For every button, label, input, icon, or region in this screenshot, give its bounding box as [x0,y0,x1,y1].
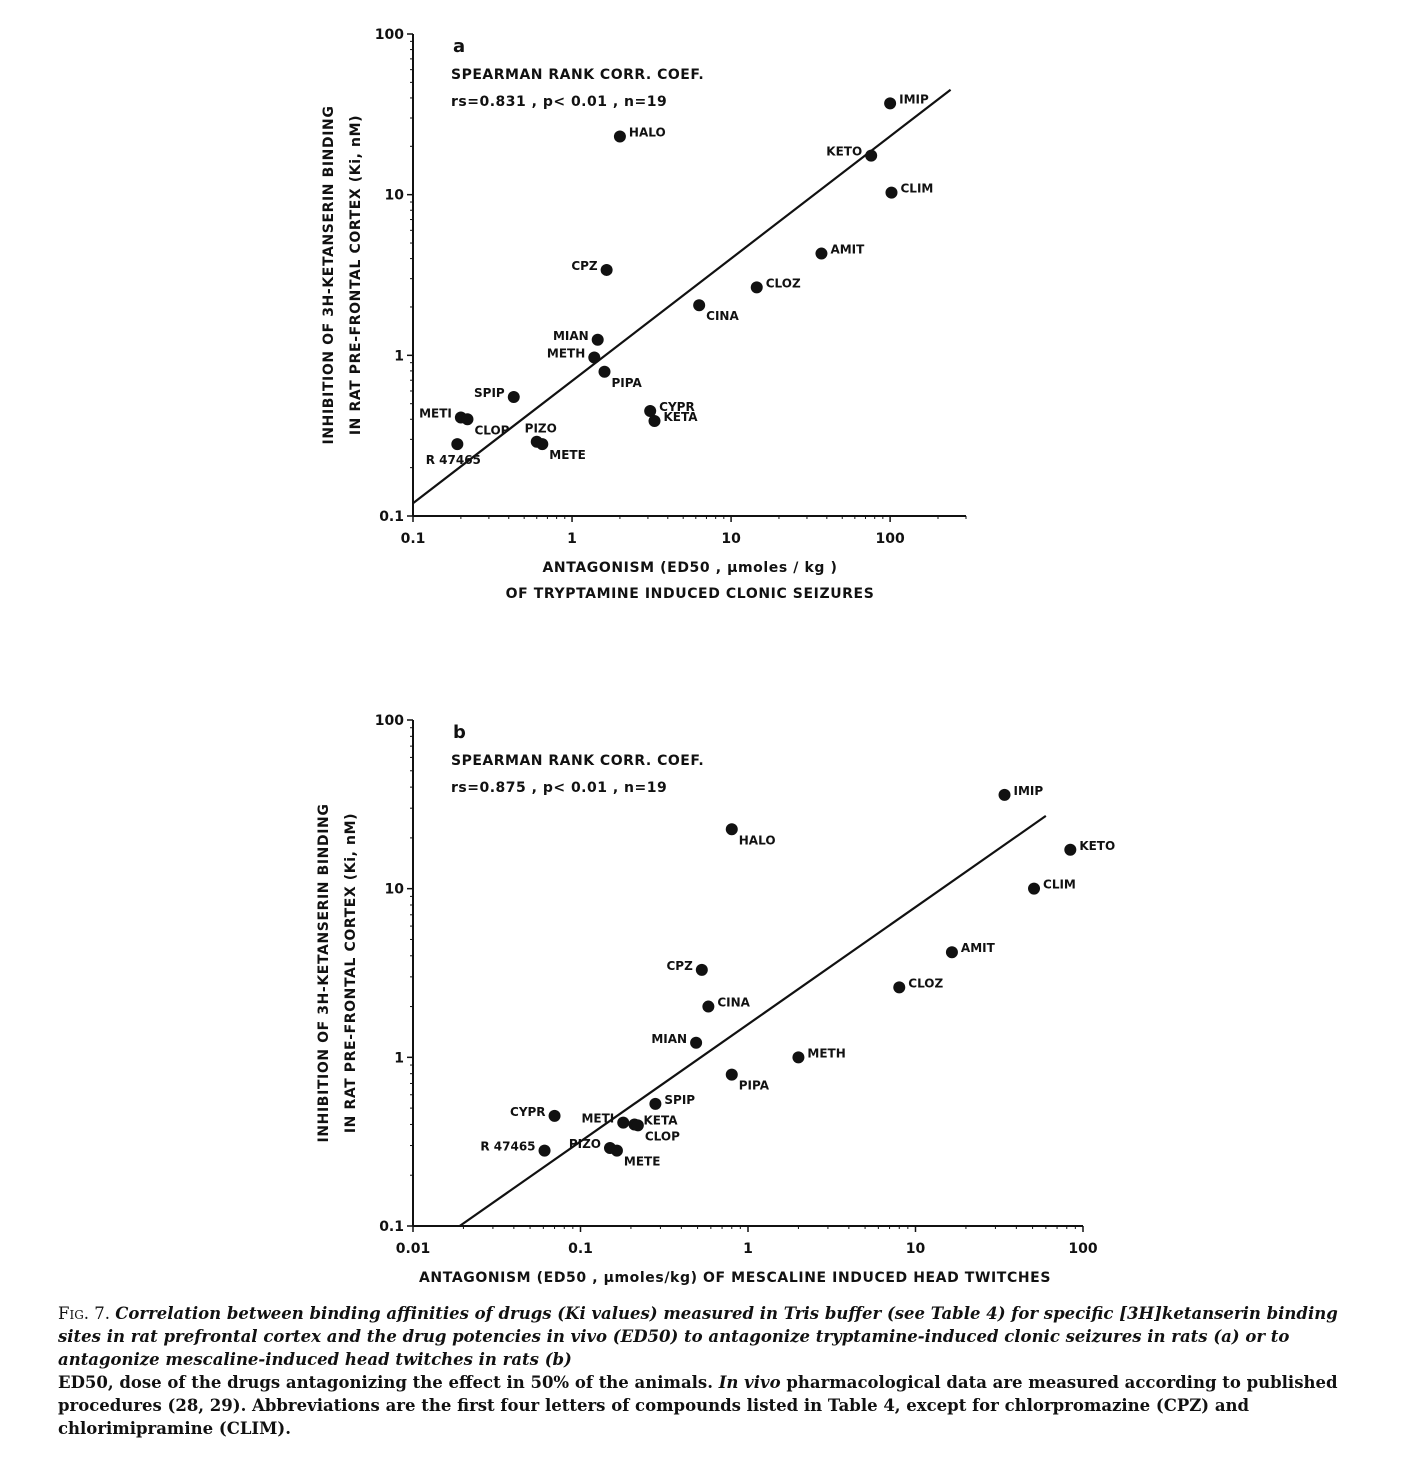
data-point-mian [592,334,604,346]
data-point-cpz [601,264,613,276]
data-point-pipa [726,1069,738,1081]
point-label: METE [623,1154,661,1169]
x-axis-title-line-1: ANTAGONISM (ED50 , µmoles/kg) OF MESCALINE INDUCED HEAD TWITCHES [419,1270,1051,1286]
caption-title: Correlation between binding affinities of drugs (Ki values) measured in Tris buffer (see Table 4) for specific [3H]ketanserin binding sites in rat prefrontal cortex and the drug potencies in vivo (ED50) to antagonize tryptamine-induced clonic seizures in rats (a) or to antagonize mescaline-induced head twitches in rats (b) [58,1304,1338,1369]
data-point-mete [611,1145,623,1157]
data-point-r-47465 [451,438,463,450]
data-point-halo [726,823,738,835]
data-point-imip [999,789,1011,801]
point-label: SPIP [664,1092,696,1107]
x-tick-label: 0.1 [568,1241,593,1257]
stat-line: rs=0.875 , p< 0.01 , n=19 [451,780,668,796]
point-label: KETO [826,144,863,159]
data-point-amit [946,946,958,958]
y-axis-title-line-2: IN RAT PRE-FRONTAL CORTEX (Ki, nM) [348,114,364,436]
x-tick-label: 0.1 [400,531,426,547]
point-label: SPIP [474,386,505,401]
point-label: CYPR [659,400,695,415]
point-label: KETA [643,1113,678,1128]
point-label: R 47465 [425,453,481,468]
point-label: METI [581,1111,615,1126]
point-label: CLOZ [765,276,801,291]
x-tick-label: 10 [721,531,741,547]
point-label: METI [419,406,452,421]
data-point-pipa [599,366,611,378]
caption-title-paragraph [58,1302,1354,1371]
point-label: PIZO [568,1137,601,1152]
data-point-keta [649,415,661,427]
data-point-mian [690,1037,702,1049]
point-label: CLOP [644,1129,680,1144]
y-tick-label: 100 [374,27,404,43]
y-axis-title-line-1: INHIBITION OF 3H-KETANSERIN BINDING [316,803,332,1143]
data-point-clim [1028,883,1040,895]
point-label: PIPA [611,375,642,390]
point-label: METH [807,1046,846,1061]
data-point-clop [632,1119,644,1131]
data-point-mete [536,438,548,450]
y-axis-title-line-1: INHIBITION OF 3H-KETANSERIN BINDING [321,105,337,445]
panel-b-scatter-plot [316,713,1115,1286]
y-tick-label: 0.1 [379,1219,404,1235]
regression-line [460,816,1046,1226]
data-point-cpz [696,964,708,976]
point-label: CLOZ [908,976,944,991]
data-point-keto [865,150,877,162]
y-tick-label: 0.1 [379,509,404,525]
point-label: HALO [628,125,666,140]
point-label: CLIM [1043,877,1076,892]
point-label: CYPR [510,1104,546,1119]
stat-title: SPEARMAN RANK CORR. COEF. [451,753,705,769]
point-label: METE [549,448,586,463]
x-tick-label: 100 [1068,1241,1098,1257]
y-tick-label: 100 [374,713,404,729]
point-label: KETA [663,410,698,425]
point-label: KETO [1079,838,1116,853]
stat-line: rs=0.831 , p< 0.01 , n=19 [451,94,668,110]
x-tick-label: 0.01 [395,1241,431,1257]
panel-letter: a [453,36,466,57]
data-point-cina [702,1001,714,1013]
point-label: PIZO [524,421,557,436]
x-tick-label: 1 [567,531,577,547]
data-point-halo [614,131,626,143]
data-point-meth [792,1051,804,1063]
point-label: AMIT [960,941,995,956]
caption-fig-label: Fig. 7. [58,1304,111,1323]
x-tick-label: 10 [905,1241,926,1257]
point-label: CPZ [571,258,598,273]
data-point-cypr [549,1110,561,1122]
data-point-keto [1064,844,1076,856]
point-label: CPZ [666,958,693,973]
data-point-meti [617,1117,629,1129]
y-tick-label: 1 [394,348,404,365]
data-point-spip [649,1098,661,1110]
point-label: IMIP [1013,783,1044,798]
data-point-clim [885,187,897,199]
point-label: CLOP [474,423,510,438]
data-point-cloz [893,981,905,993]
stat-title: SPEARMAN RANK CORR. COEF. [451,67,705,83]
panel-a-scatter-plot [321,27,966,602]
data-point-amit [815,248,827,260]
point-label: CINA [717,995,750,1010]
point-label: METH [546,346,586,361]
x-tick-label: 100 [875,531,905,547]
x-axis-title-line-1: ANTAGONISM (ED50 , µmoles / kg ) [542,560,838,576]
point-label: PIPA [738,1078,770,1093]
data-point-spip [508,391,520,403]
caption-body-part-2: pharmacological data are measured according to published procedures (28, 29). Abbreviations are the first four letters of compounds listed in Table 4, except for chlorpromazine (CPZ) and chlorimipramine (CLIM). [58,1373,1338,1438]
caption-body-part-1: ED50, dose of the drugs antagonizing the effect in 50% of the animals. [58,1373,713,1392]
data-point-r-47465 [539,1145,551,1157]
point-label: AMIT [830,242,865,257]
point-label: IMIP [899,92,929,107]
x-axis-title-line-2: OF TRYPTAMINE INDUCED CLONIC SEIZURES [505,586,875,602]
data-point-cina [693,299,705,311]
point-label: MIAN [651,1031,688,1046]
y-axis-title-line-2: IN RAT PRE-FRONTAL CORTEX (Ki, nM) [343,812,359,1134]
data-point-meth [588,351,600,363]
y-tick-label: 10 [384,187,404,204]
point-label: MIAN [552,328,589,343]
point-label: R 47465 [480,1139,536,1154]
figure-caption [58,1302,1354,1440]
caption-body-paragraph [58,1371,1354,1440]
point-label: HALO [738,833,776,848]
data-point-cloz [751,281,763,293]
y-tick-label: 1 [394,1050,404,1067]
panel-letter: b [453,722,466,743]
data-point-imip [884,97,896,109]
x-tick-label: 1 [743,1241,753,1257]
point-label: CLIM [900,181,934,196]
point-label: CINA [706,309,739,324]
data-point-clop [461,413,473,425]
caption-body-italic: In vivo [718,1373,781,1392]
y-tick-label: 10 [384,881,404,898]
